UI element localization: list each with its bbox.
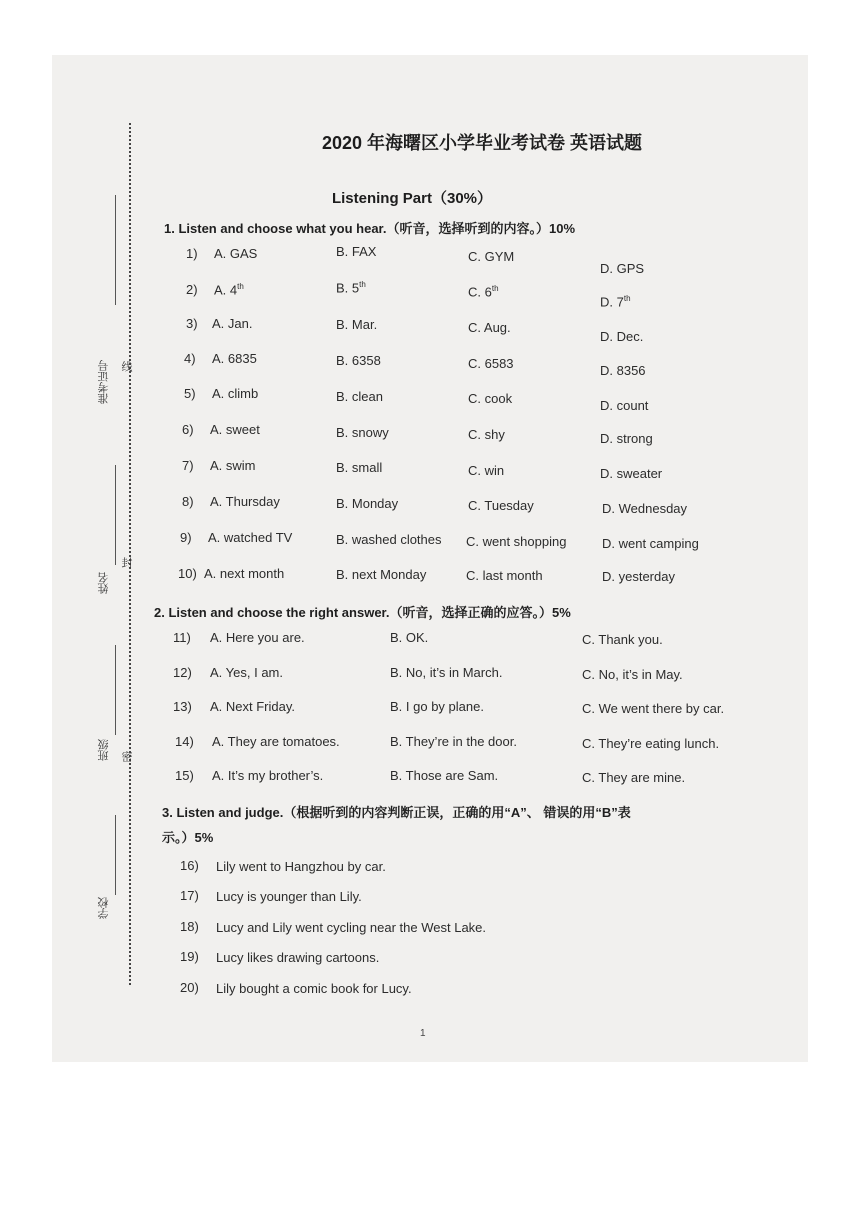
question-number: 16) (180, 858, 199, 873)
option-a: A. They are tomatoes. (212, 734, 340, 749)
option-b: B. Those are Sam. (390, 768, 499, 783)
option-a: A. 6835 (212, 351, 257, 366)
option-b: B. They’re in the door. (390, 734, 517, 749)
question-number: 4) (184, 351, 196, 366)
statement-text: Lucy is younger than Lily. (216, 889, 362, 904)
question-number: 12) (173, 665, 192, 680)
exam-sheet (52, 55, 808, 1062)
superscript: th (491, 284, 499, 293)
question-number: 18) (180, 919, 199, 934)
option-c: C. win (468, 463, 505, 478)
question-number: 15) (175, 768, 194, 783)
option-c: C. shy (468, 427, 505, 442)
option-b: B. washed clothes (336, 532, 442, 547)
option-a: A. Jan. (212, 316, 253, 331)
option-d: D. strong (600, 431, 653, 446)
question-number: 11) (173, 630, 191, 645)
exam-title: 2020 年海曙区小学毕业考试卷 英语试题 (321, 133, 643, 153)
option-b: B. snowy (336, 425, 389, 440)
option-b: B. 5th (336, 280, 366, 296)
option-b: B. OK. (390, 630, 429, 645)
question-number: 5) (184, 386, 196, 401)
option-d: D. went camping (602, 536, 699, 551)
option-c: C. GYM (468, 249, 515, 264)
option-a: A. Here you are. (210, 630, 305, 645)
question-number: 19) (180, 949, 199, 964)
option-c: C. We went there by car. (582, 701, 725, 716)
option-a: A. Thursday (210, 494, 280, 509)
superscript: th (237, 282, 244, 291)
option-a: A. next month (204, 566, 285, 581)
statement-text: Lucy and Lily went cycling near the West Lake. (216, 920, 487, 935)
option-d: D. 8356 (600, 363, 646, 378)
cut-mark-feng: 封 (120, 557, 133, 568)
option-a: A. 4th (214, 282, 244, 298)
option-c: C. Thank you. (582, 632, 663, 647)
page-number: 1 (420, 1028, 426, 1039)
option-b: B. No, it’s in March. (390, 665, 503, 680)
option-d: D. yesterday (602, 569, 675, 584)
option-c: C. They are mine. (582, 770, 686, 785)
option-c: C. cook (468, 391, 513, 406)
option-a: A. It’s my brother’s. (212, 768, 324, 783)
option-b: B. FAX (336, 244, 377, 259)
question-number: 6) (182, 422, 194, 437)
cut-mark-mi: 密 (120, 751, 133, 762)
option-a: A. Yes, I am. (210, 665, 283, 680)
option-c: C. 6th (468, 284, 499, 300)
section3-heading-line2: 示。）5% (162, 830, 214, 845)
name-underline (115, 465, 116, 565)
option-c: C. Aug. (468, 320, 511, 335)
option-b: B. I go by plane. (390, 699, 484, 714)
superscript: th (359, 280, 366, 289)
option-b: B. small (336, 460, 383, 475)
listening-part-heading: Listening Part（30%） (331, 190, 493, 207)
option-c: C. They’re eating lunch. (582, 736, 720, 751)
statement-text: Lucy likes drawing cartoons. (216, 950, 380, 965)
question-number: 1) (186, 246, 198, 261)
question-number: 2) (186, 282, 198, 297)
question-number: 10) (178, 566, 197, 581)
superscript: th (623, 294, 631, 303)
option-c: C. No, it’s in May. (582, 667, 683, 682)
option-d: D. GPS (600, 261, 645, 276)
question-number: 17) (180, 888, 199, 903)
exam-number-underline (115, 195, 116, 305)
question-number: 3) (186, 316, 198, 331)
option-d: D. sweater (600, 466, 663, 481)
school-underline (115, 815, 116, 895)
option-c: C. last month (466, 568, 543, 583)
name-label: 姓名 (97, 572, 110, 594)
option-c: C. Tuesday (468, 498, 534, 513)
option-a: A. GAS (214, 246, 258, 261)
option-a: A. climb (212, 386, 259, 401)
option-d: D. 7th (600, 294, 631, 310)
option-b: B. next Monday (336, 567, 427, 582)
section2-heading: 2. Listen and choose the right answer.（听音，选择正确的应答。）5% (154, 605, 571, 620)
statement-text: Lily bought a comic book for Lucy. (216, 981, 412, 996)
question-number: 9) (180, 530, 192, 545)
option-d: D. count (600, 398, 649, 413)
option-a: A. swim (210, 458, 256, 473)
statement-text: Lily went to Hangzhou by car. (216, 859, 386, 874)
question-number: 20) (180, 980, 199, 995)
question-number: 13) (173, 699, 192, 714)
option-d: D. Wednesday (602, 501, 688, 516)
option-a: A. Next Friday. (210, 699, 296, 714)
option-d: D. Dec. (600, 329, 644, 344)
option-a: A. sweet (210, 422, 260, 437)
section1-heading: 1. Listen and choose what you hear.（听音，选择听到的内容。）10% (164, 221, 576, 236)
class-label: 班级 (97, 739, 110, 761)
option-b: B. Monday (336, 496, 399, 511)
cut-mark-xian: 线 (120, 361, 133, 372)
class-underline (115, 645, 116, 735)
school-label: 学校 (97, 897, 110, 919)
option-c: C. 6583 (468, 356, 514, 371)
question-number: 7) (182, 458, 194, 473)
option-a: A. watched TV (208, 530, 293, 545)
option-b: B. Mar. (336, 317, 378, 332)
question-number: 8) (182, 494, 194, 509)
option-b: B. clean (336, 389, 383, 404)
binding-dotted-line (129, 123, 131, 985)
question-number: 14) (175, 734, 194, 749)
section3-heading-line1: 3. Listen and judge.（根据听到的内容判断正误，正确的用“A”、 错误的用“B”表 (162, 805, 631, 820)
exam-number-label: 准考证号 (97, 360, 110, 404)
option-c: C. went shopping (466, 534, 567, 549)
option-b: B. 6358 (336, 353, 381, 368)
